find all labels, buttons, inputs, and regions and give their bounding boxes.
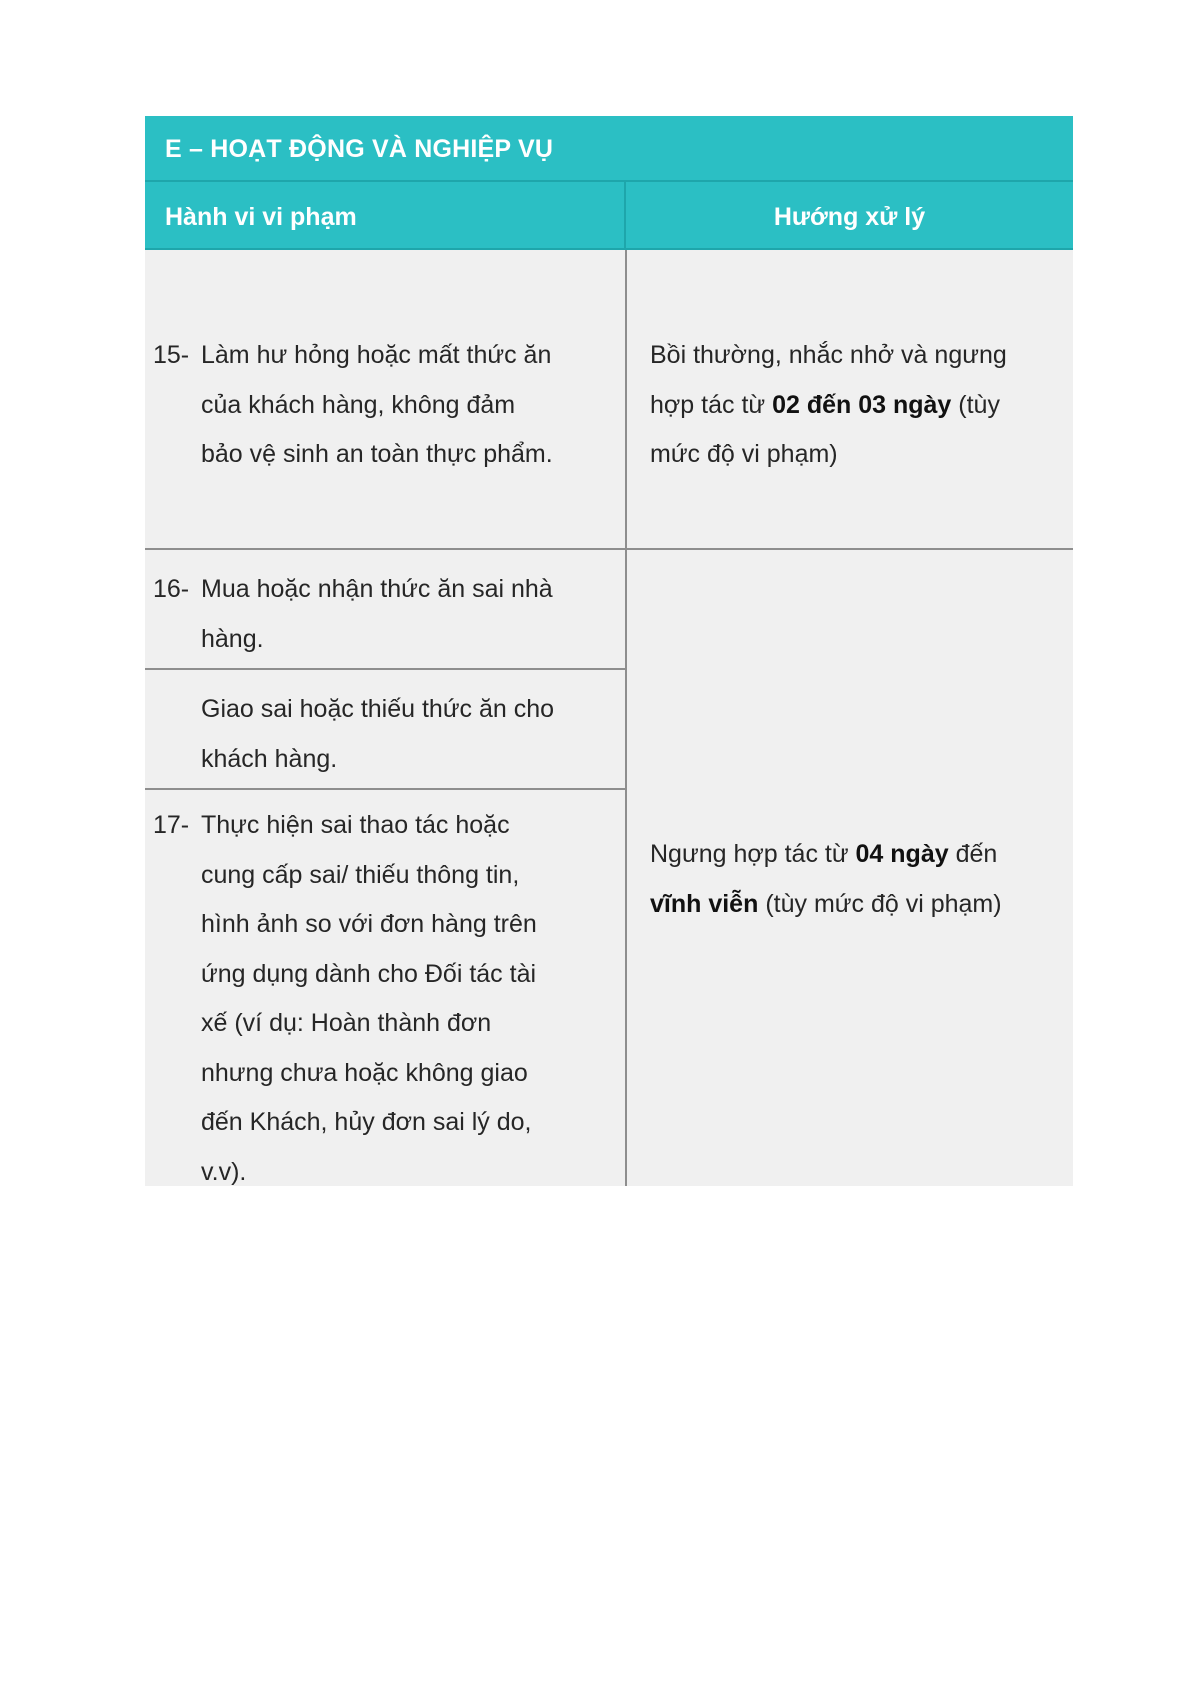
row-divider-15 bbox=[145, 548, 1073, 550]
row-15-handling-line-1: Bồi thường, nhắc nhở và ngưng bbox=[650, 341, 1007, 369]
row-16a-line-1: Mua hoặc nhận thức ăn sai nhà bbox=[201, 575, 553, 603]
handling-duration-bold: 02 đến 03 ngày bbox=[772, 390, 952, 419]
row-17-line-3: hình ảnh so với đơn hàng trên bbox=[201, 910, 537, 938]
row-17-line-6: nhưng chưa hoặc không giao bbox=[201, 1058, 528, 1087]
table-title-bar bbox=[145, 116, 1073, 182]
row-15-line-2: của khách hàng, không đảm bbox=[201, 390, 516, 419]
row-number-15: 15- bbox=[153, 341, 190, 369]
shared-handling-line-1: Ngưng hợp tác từ 04 ngày đến bbox=[650, 840, 998, 868]
row-divider-16b bbox=[145, 788, 625, 790]
shared-handling-line-2: vĩnh viễn (tùy mức độ vi phạm) bbox=[650, 889, 1002, 918]
shared-handling-duration-bold: 04 ngày bbox=[855, 840, 949, 868]
row-15-handling-line-3: mức độ vi phạm) bbox=[650, 440, 838, 468]
row-16b-line-1: Giao sai hoặc thiếu thức ăn cho bbox=[201, 695, 555, 723]
row-17-line-2: cung cấp sai/ thiếu thông tin, bbox=[201, 860, 520, 889]
row-15-line-1: Làm hư hỏng hoặc mất thức ăn bbox=[201, 341, 552, 369]
table-header-row bbox=[145, 182, 1073, 250]
row-number-16: 16- bbox=[153, 575, 190, 603]
row-16b-line-2: khách hàng. bbox=[201, 744, 338, 773]
row-17-line-1: Thực hiện sai thao tác hoặc bbox=[201, 811, 510, 839]
column-divider bbox=[625, 250, 627, 1186]
shared-handling-permanent-bold: vĩnh viễn bbox=[650, 889, 759, 918]
violation-table bbox=[145, 116, 1073, 1186]
row-17-line-4: ứng dụng dành cho Đối tác tài bbox=[201, 959, 537, 988]
row-15-line-3: bảo vệ sinh an toàn thực phẩm. bbox=[201, 440, 553, 468]
row-17-line-7: đến Khách, hủy đơn sai lý do, bbox=[201, 1108, 532, 1136]
row-17-line-8: v.v). bbox=[201, 1157, 247, 1186]
row-divider-16a bbox=[145, 668, 625, 670]
table-title: E – HOẠT ĐỘNG VÀ NGHIỆP VỤ bbox=[165, 135, 554, 163]
row-number-17: 17- bbox=[153, 811, 190, 839]
column-header-handling: Hướng xử lý bbox=[773, 203, 926, 231]
column-header-violation: Hành vi vi phạm bbox=[165, 203, 357, 231]
row-16a-line-2: hàng. bbox=[201, 624, 264, 653]
row-17-line-5: xế (ví dụ: Hoàn thành đơn bbox=[201, 1009, 492, 1037]
row-15-handling-line-2: hợp tác từ 02 đến 03 ngày (tùy bbox=[650, 390, 1000, 419]
